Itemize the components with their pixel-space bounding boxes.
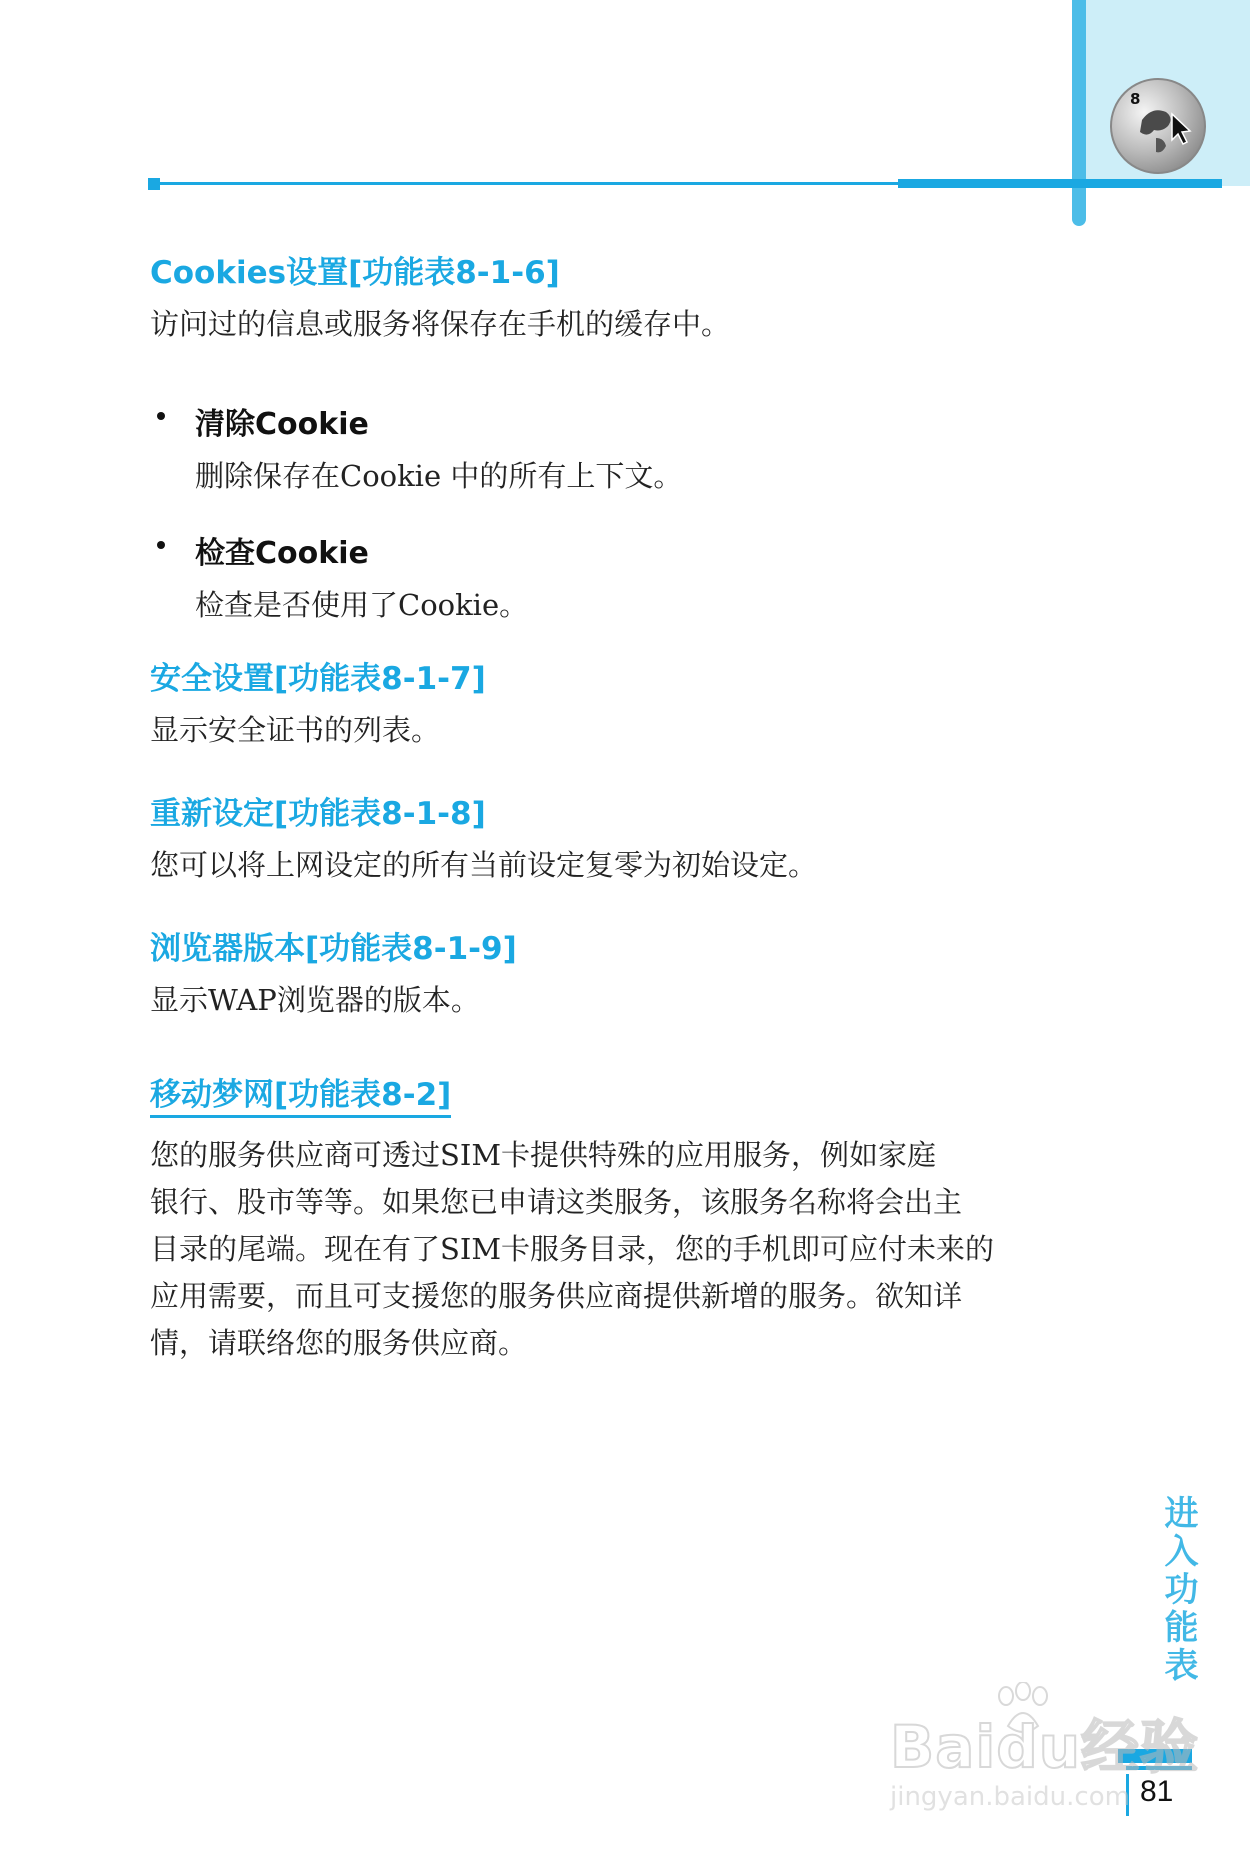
bullet-desc: 删除保存在Cookie 中的所有上下文。 bbox=[195, 459, 683, 493]
chapter-tab-edge bbox=[1072, 0, 1086, 226]
chapter-number: 8 bbox=[1130, 90, 1141, 108]
section-body: 显示WAP浏览器的版本。 bbox=[150, 983, 480, 1017]
section-body bbox=[150, 1132, 1110, 1367]
section-heading: Cookies设置[功能表8-1-6] bbox=[150, 255, 560, 291]
body-line: 情，请联络您的服务供应商。 bbox=[150, 1326, 528, 1360]
bullet-dot-icon bbox=[157, 541, 165, 549]
section-heading: 安全设置[功能表8-1-7] bbox=[150, 661, 486, 697]
body-line: 银行、股市等等。如果您已申请这类服务，该服务名称将会出主 bbox=[150, 1185, 963, 1219]
section-browser-version bbox=[150, 931, 1110, 1021]
header-rule bbox=[148, 178, 1072, 188]
body-line: 目录的尾端。现在有了SIM卡服务目录，您的手机即可应付未来的 bbox=[150, 1232, 995, 1266]
bullet-check-cookie bbox=[150, 528, 1110, 626]
bullet-title: 清除Cookie bbox=[195, 407, 369, 442]
section-body: 访问过的信息或服务将保存在手机的缓存中。 bbox=[150, 307, 731, 341]
section-heading: 重新设定[功能表8-1-8] bbox=[150, 796, 486, 832]
header-rule-thick bbox=[898, 179, 1222, 188]
bullet-item bbox=[150, 528, 1110, 572]
body-line: 应用需要，而且可支援您的服务供应商提供新增的服务。欲知详 bbox=[150, 1279, 963, 1313]
section-monternet bbox=[150, 1077, 1110, 1367]
bullet-dot-icon bbox=[157, 412, 165, 420]
section-body: 显示安全证书的列表。 bbox=[150, 713, 441, 747]
section-security bbox=[150, 661, 1110, 751]
bullet-clear-cookie bbox=[150, 399, 1110, 497]
globe-icon bbox=[1110, 78, 1206, 174]
bullet-item bbox=[150, 399, 1110, 443]
bullet-desc: 检查是否使用了Cookie。 bbox=[195, 588, 529, 622]
section-body: 您可以将上网设定的所有当前设定复零为初始设定。 bbox=[150, 848, 818, 882]
section-heading: 浏览器版本[功能表8-1-9] bbox=[150, 931, 517, 967]
section-heading bbox=[150, 1077, 1110, 1118]
bullet-title: 检查Cookie bbox=[195, 536, 369, 571]
section-heading-text: 移动梦网[功能表8-2] bbox=[150, 1080, 451, 1118]
page-number: 81 bbox=[1140, 1775, 1174, 1808]
side-chapter-label: 进入功能表 bbox=[1158, 1495, 1198, 1685]
section-cookies bbox=[150, 255, 1110, 345]
body-line: 您的服务供应商可透过SIM卡提供特殊的应用服务，例如家庭 bbox=[150, 1138, 937, 1172]
header-rule-thin bbox=[160, 182, 900, 185]
header-rule-dot bbox=[148, 178, 160, 190]
section-reset bbox=[150, 796, 1110, 886]
watermark-url: jingyan.baidu.com bbox=[890, 1782, 1130, 1812]
watermark bbox=[890, 1682, 1200, 1832]
watermark-logo: Baidu经验 bbox=[890, 1713, 1200, 1781]
